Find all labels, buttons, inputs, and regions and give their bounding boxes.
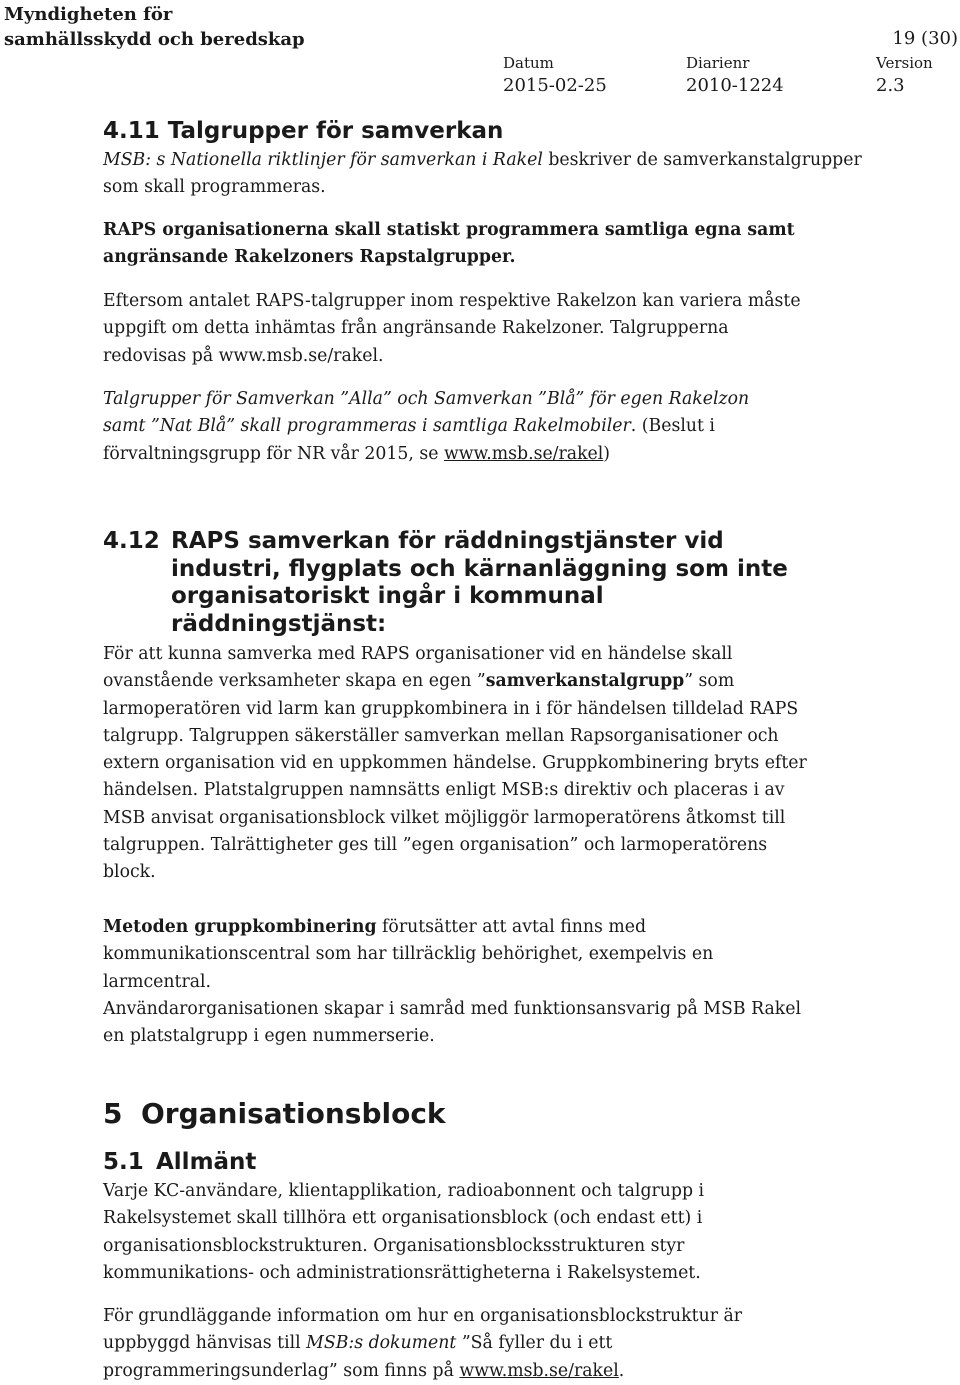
guideline-title: MSB: s Nationella riktlinjer för samverkan i Rakel: [103, 150, 543, 170]
section-4-12-paragraph-2: Metoden gruppkombinering förutsätter att avtal finns med kommunikationscentral som har tillräcklig behörighet, exempelvis en larmcentral.: [103, 917, 714, 992]
msb-rakel-link[interactable]: www.msb.se/rakel: [443, 443, 604, 464]
diarienr-value: 2010-1224: [686, 75, 784, 96]
section-4-11-paragraph-2: RAPS organisationerna skall statiskt programmera samtliga egna samt angränsande Rakelzoners Rapstalgrupper.: [103, 220, 795, 268]
gruppkombinering-term: Metoden gruppkombinering: [103, 917, 377, 937]
samverkanstalgrupp-term: samverkanstalgrupp: [485, 671, 685, 692]
date-value: 2015-02-25: [503, 75, 607, 96]
section-5-1-paragraph-2: För grundläggande information om hur en organisationsblockstruktur är uppbyggd hänvisas till MSB:s dokument ”Så fyller du i ett programmeringsunderlag” som finns på www.msb.se/rakel.: [103, 1306, 743, 1381]
section-4-12-paragraph-3: Användarorganisationen skapar i samråd med funktionsansvarig på MSB Rakel en platstalgrupp i egen nummerserie.: [103, 999, 802, 1047]
section-5-number: 5: [103, 1097, 123, 1130]
section-4-11-paragraph-1: MSB: s Nationella riktlinjer för samverkan i Rakel beskriver de samverkanstalgrupper som skall programmeras.: [103, 150, 862, 198]
section-5-1-heading: [103, 1147, 256, 1177]
section-5-1-title: Allmänt: [156, 1149, 257, 1175]
version-value: 2.3: [876, 75, 905, 96]
section-4-12-paragraph-1: För att kunna samverka med RAPS organisationer vid en händelse skall ovanstående verksamheter skapa en egen ”samverkanstalgrupp” som larmoperatören vid larm kan gruppkombinera in i för händelsen tilldelad RAPS talgrupp. Talgruppen säkerställer samverkan mellan Rapsorganisationer och extern organisation vid en uppkommen händelse. Gruppkombinering bryts efter händelsen. Platstalgruppen namnsätts enligt MSB:s direktiv och placeras i av MSB anvisat organisationsblock vilket möjliggör larmoperatörens åtkomst till talgruppen. Talrättigheter ges till ”egen organisation” och larmoperatörens block.: [103, 644, 807, 883]
section-5-1-paragraph-1: Varje KC-användare, klientapplikation, radioabonnent och talgrupp i Rakelsystemet skall tillhöra ett organisationsblock (och endast ett) i organisationsblockstrukturen. Organisationsblocksstrukturen styr kommunikations- och administrationsrättigheterna i Rakelsystemet.: [103, 1181, 705, 1283]
section-4-12-heading: [103, 528, 943, 638]
section-4-12-number: 4.12: [103, 528, 160, 554]
msb-rakel-link[interactable]: www.msb.se/rakel: [459, 1360, 619, 1381]
section-5-heading: [103, 1096, 446, 1132]
version-label: Version: [876, 54, 933, 72]
section-4-11-heading: 4.11 Talgrupper för samverkan: [103, 118, 504, 144]
section-5-1-number: 5.1: [103, 1149, 144, 1175]
section-4-12-title: RAPS samverkan för räddningstjänster vid industri, flygplats och kärnanläggning som inte organisatoriskt ingår i kommunal räddningstjänst:: [171, 528, 788, 637]
org-line-2: samhällsskydd och beredskap: [4, 29, 305, 50]
diarienr-label: Diarienr: [686, 54, 750, 72]
organization-name: [4, 2, 305, 52]
section-4-11-paragraph-3: Eftersom antalet RAPS-talgrupper inom respektive Rakelzon kan variera måste uppgift om detta inhämtas från angränsande Rakelzoner. Talgrupperna redovisas på www.msb.se/rakel.: [103, 291, 801, 366]
section-5-title: Organisationsblock: [141, 1097, 446, 1130]
page-number: 19 (30): [892, 28, 958, 49]
org-line-1: Myndigheten för: [4, 4, 173, 25]
section-4-11-paragraph-4: Talgrupper för Samverkan ”Alla” och Samverkan ”Blå” för egen Rakelzon samt ”Nat Blå” skall programmeras i samtliga Rakelmobiler. (Beslut i förvaltningsgrupp för NR vår 2015, se www.msb.se/rakel): [103, 389, 750, 464]
date-label: Datum: [503, 54, 554, 72]
